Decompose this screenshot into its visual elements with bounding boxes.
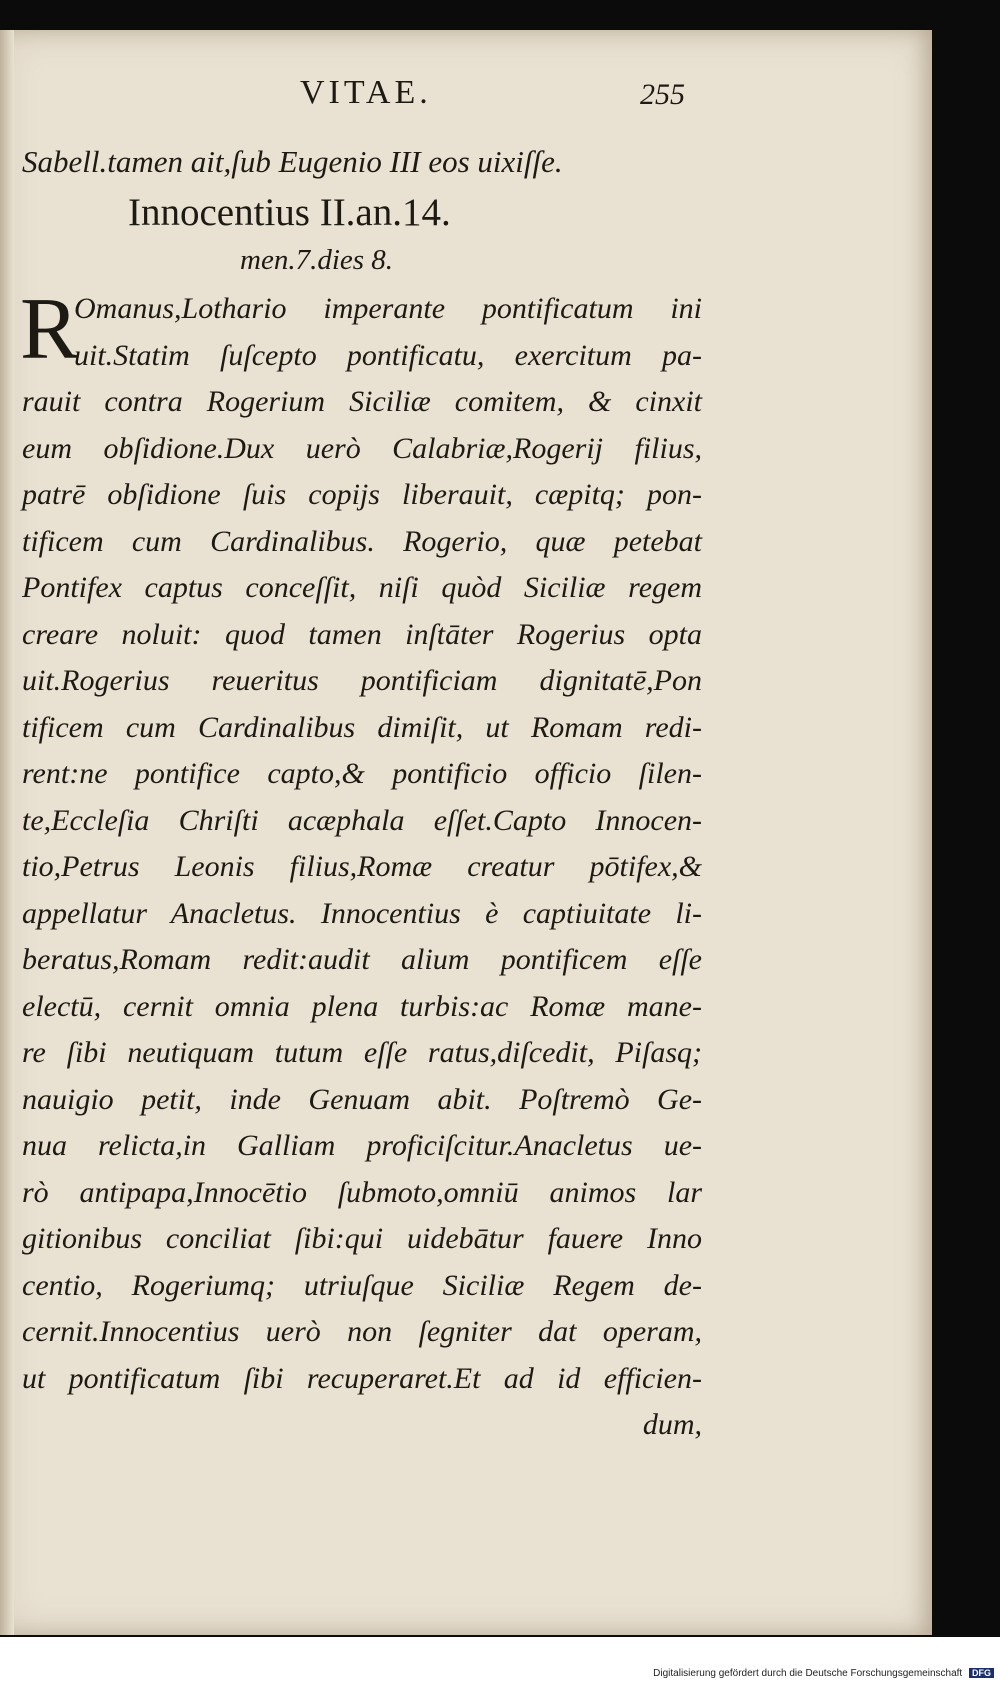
page-spine-shadow	[0, 30, 14, 1635]
text-line: nua relicta,in Galliam proficiſcitur.Anacletus ue-	[22, 1129, 702, 1162]
text-line: patrē obſidione ſuis copijs liberauit, cæpitq; pon-	[22, 478, 702, 511]
text-line: gitionibus conciliat ſibi:qui uidebātur fauere Inno	[22, 1222, 702, 1255]
text-line: uit.Rogerius reueritus pontificiam dignitatē,Pon	[22, 664, 702, 697]
text-line: te,Eccleſia Chriſti acæphala eſſet.Capto Innocen-	[22, 803, 702, 837]
text-line: Pontifex captus conceſſit, niſi quòd Siciliæ regem	[22, 571, 702, 604]
text-line: appellatur Anacletus. Innocentius è captiuitate li-	[22, 896, 702, 930]
text-line: eum obſidione.Dux uerò Calabriæ,Rogerij filius,	[22, 431, 702, 465]
text-line: Omanus,Lothario imperante pontificatum ini	[74, 292, 702, 325]
text-line: rent:ne pontifice capto,& pontificio officio ſilen-	[22, 757, 702, 790]
text-line: beratus,Romam redit:audit alium pontificem eſſe	[22, 943, 702, 976]
text-line: tio,Petrus Leonis filius,Romæ creatur pōtifex,&	[22, 850, 702, 883]
footer-text: Digitalisierung gefördert durch die Deutsche Forschungsgemeinschaft	[653, 1668, 963, 1679]
text-line: electū, cernit omnia plena turbis:ac Romæ mane-	[22, 989, 702, 1023]
footer-credit	[653, 1668, 994, 1679]
page-number: 255	[640, 78, 685, 111]
body-text	[20, 281, 702, 1449]
text-line: tificem cum Cardinalibus dimiſit, ut Romam redi-	[22, 710, 702, 744]
running-head: VITAE.	[300, 74, 432, 111]
text-line: rauit contra Rogerium Siciliæ comitem, & cinxit	[22, 385, 702, 418]
footer-bar	[0, 1637, 1000, 1690]
page-header	[0, 74, 932, 134]
text-line: uit.Statim ſuſcepto pontificatu, exercitum pa-	[74, 338, 702, 372]
text-line: rò antipapa,Innocētio ſubmoto,omniū animos lar	[22, 1175, 702, 1209]
marginal-note: Sabell.tamen ait,ſub Eugenio III eos uixiſſe.	[22, 144, 563, 179]
drop-cap: R	[20, 281, 79, 378]
dfg-logo: DFG	[969, 1668, 994, 1678]
chapter-dates: men.7.dies 8.	[240, 244, 394, 276]
chapter-title: Innocentius II.an.14.	[128, 191, 451, 234]
text-line: creare noluit: quod tamen inſtāter Rogerius opta	[22, 617, 702, 651]
text-line: ut pontificatum ſibi recuperaret.Et ad id efficien-	[22, 1361, 702, 1395]
text-line: nauigio petit, inde Genuam abit. Poſtremò Ge-	[22, 1082, 702, 1116]
text-line: tificem cum Cardinalibus. Rogerio, quæ petebat	[22, 524, 702, 558]
text-line: cernit.Innocentius uerò non ſegniter dat operam,	[22, 1315, 702, 1348]
text-line: centio, Rogeriumq; utriuſque Siciliæ Regem de-	[22, 1268, 702, 1302]
text-line: re ſibi neutiquam tutum eſſe ratus,diſcedit, Piſasq;	[22, 1036, 702, 1069]
text-line: dum,	[642, 1408, 702, 1441]
